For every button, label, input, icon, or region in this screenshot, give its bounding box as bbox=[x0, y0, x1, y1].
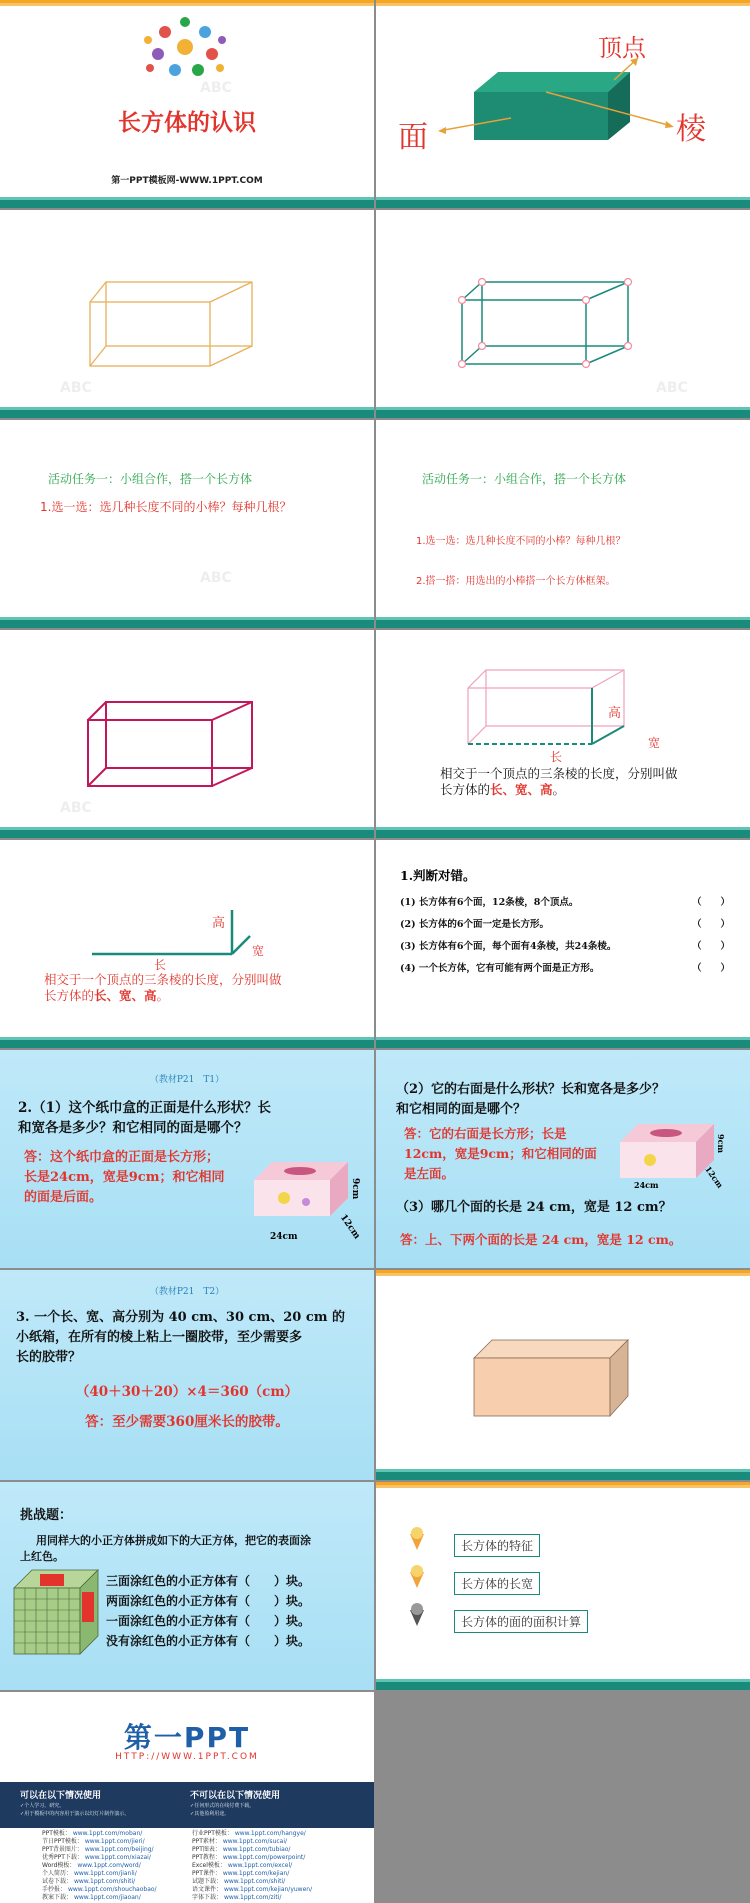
calculation: （40＋30＋20）×4＝360（cm） bbox=[75, 1384, 299, 1400]
quiz-item bbox=[400, 916, 730, 938]
links-right bbox=[192, 1830, 362, 1902]
link-row[interactable]: Excel模板： www.1ppt.com/excel/ bbox=[192, 1862, 293, 1869]
bottom-bar bbox=[376, 830, 750, 838]
question-line2: 和宽各是多少？和它相同的面是哪个？ bbox=[18, 1120, 248, 1136]
menu-item-area[interactable]: 长方体的面的面积计算 bbox=[454, 1610, 588, 1633]
slide-activity-2[interactable] bbox=[376, 420, 750, 628]
definition-highlight: 长、宽、高 bbox=[490, 782, 553, 797]
ice-cream-icon bbox=[406, 1602, 428, 1628]
menu-item-length-width[interactable]: 长方体的长宽 bbox=[454, 1572, 540, 1595]
challenge-item: 一面涂红色的小正方体有（ ）块。 bbox=[106, 1614, 311, 1628]
definition-suffix: 。 bbox=[156, 988, 170, 1003]
links-left bbox=[42, 1830, 192, 1902]
length-label: 长 bbox=[154, 958, 167, 972]
activity-task: 活动任务一：小组合作，搭一个长方体 bbox=[422, 472, 627, 486]
link-row[interactable]: 节日PPT模板： www.1ppt.com/jieri/ bbox=[42, 1838, 145, 1845]
question-line2: 和它相同的面是哪个？ bbox=[396, 1102, 527, 1117]
slide-length-width-height[interactable] bbox=[376, 630, 750, 838]
quiz-item bbox=[400, 960, 730, 982]
quiz-title: 1.判断对错。 bbox=[400, 868, 476, 883]
brand-url[interactable]: HTTP://WWW.1PPT.COM bbox=[115, 1752, 259, 1762]
cannot-use-line2: ✓其他盈利用途。 bbox=[190, 1811, 230, 1817]
slide-true-false[interactable] bbox=[376, 840, 750, 1048]
answer: 答：至少需要360厘米长的胶带。 bbox=[85, 1414, 289, 1430]
challenge-title: 挑战题： bbox=[20, 1508, 73, 1523]
ice-cream-icon bbox=[406, 1564, 428, 1590]
definition-prefix: 长方体的 bbox=[44, 988, 95, 1003]
height-9cm-label: 9cm bbox=[716, 1134, 726, 1153]
definition-line1: 相交于一个顶点的三条棱的长度，分别叫做 bbox=[440, 766, 678, 781]
activity-step2: 2.搭一搭：用选出的小棒搭一个长方体框架。 bbox=[416, 576, 616, 587]
link-row[interactable]: 教案下载： www.1ppt.com/jiaoan/ bbox=[42, 1894, 141, 1901]
bottom-bar bbox=[376, 410, 750, 418]
definition-line2 bbox=[44, 986, 169, 1004]
watermark: ABC bbox=[200, 80, 232, 96]
edge-label: 棱 bbox=[676, 112, 706, 147]
link-row[interactable]: Word模板： www.1ppt.com/word/ bbox=[42, 1862, 141, 1869]
cuboid-wireframe bbox=[0, 210, 374, 410]
length-24cm-label: 24cm bbox=[270, 1232, 298, 1242]
definition-suffix: 。 bbox=[552, 782, 566, 797]
slide-challenge[interactable] bbox=[0, 1482, 374, 1690]
brand-logo: 第一PPT bbox=[123, 1721, 251, 1754]
width-label: 宽 bbox=[252, 944, 265, 958]
slide-subtitle: 第一PPT模板网-WWW.1PPT.COM bbox=[111, 176, 263, 186]
bottom-bar bbox=[376, 1040, 750, 1048]
link-row[interactable]: PPT模板： www.1ppt.com/moban/ bbox=[42, 1830, 143, 1837]
watermark: ABC bbox=[656, 380, 688, 396]
definition-highlight: 长、宽、高 bbox=[94, 988, 157, 1003]
can-use-title: 可以在以下情况使用 bbox=[20, 1791, 102, 1801]
bottom-bar bbox=[376, 200, 750, 208]
length-24cm-label: 24cm bbox=[634, 1180, 659, 1190]
watermark: ABC bbox=[200, 570, 232, 586]
bottom-bar bbox=[376, 1472, 750, 1480]
activity-task: 活动任务一：小组合作，搭一个长方体 bbox=[48, 472, 253, 486]
cuboid-wireframe-with-vertices bbox=[376, 210, 750, 410]
link-row[interactable]: 试卷下载： www.1ppt.com/shiti/ bbox=[42, 1878, 136, 1885]
question-line3: （3）哪几个面的长是 24 cm，宽是 12 cm？ bbox=[396, 1200, 672, 1215]
question-line1: 2.（1）这个纸巾盒的正面是什么形状？长 bbox=[18, 1100, 271, 1116]
slide-summary-menu[interactable] bbox=[376, 1482, 750, 1690]
height-label: 高 bbox=[212, 916, 226, 931]
question-line1: 3. 一个长、宽、高分别为 40 cm、30 cm、20 cm 的 bbox=[16, 1310, 346, 1325]
slide-tissue-box-2[interactable] bbox=[376, 1050, 750, 1268]
activity-step1: 1.选一选：选几种长度不同的小棒？每种几根？ bbox=[416, 536, 626, 547]
bottom-bar bbox=[0, 830, 374, 838]
slide-top-bar bbox=[0, 0, 374, 6]
answer-line1: 答：这个纸巾盒的正面是长方形； bbox=[24, 1150, 220, 1165]
slide-tape-problem[interactable] bbox=[0, 1270, 374, 1480]
answer-line1: 答：它的右面是长方形；长是 bbox=[404, 1126, 567, 1141]
vertex-label: 顶点 bbox=[598, 34, 646, 62]
usage-panel bbox=[0, 1782, 374, 1828]
cannot-use-title: 不可以在以下情况使用 bbox=[190, 1791, 281, 1801]
width-12cm-label: 12cm bbox=[703, 1164, 726, 1190]
question-line3: 长的胶带？ bbox=[16, 1350, 82, 1365]
slide-lwh-corner[interactable] bbox=[0, 840, 374, 1048]
link-row[interactable]: PPT课件： www.1ppt.com/kejian/ bbox=[192, 1870, 290, 1877]
slide-wire-frame-red[interactable] bbox=[0, 630, 374, 838]
slide-activity-1[interactable] bbox=[0, 420, 374, 628]
cuboid-wireframe-red bbox=[0, 630, 374, 830]
height-label: 高 bbox=[608, 706, 622, 721]
corner-edges-diagram bbox=[0, 840, 374, 1040]
answer-line2: 长是24cm，宽是9cm；和它相同 bbox=[24, 1170, 225, 1185]
challenge-item: 两面涂红色的小正方体有（ ）块。 bbox=[106, 1594, 311, 1608]
watermark: ABC bbox=[60, 380, 92, 396]
bottom-bar bbox=[0, 200, 374, 208]
link-row[interactable]: 字体下载： www.1ppt.com/ziti/ bbox=[192, 1894, 282, 1901]
cuboid-dimension-diagram bbox=[376, 630, 750, 830]
watermark: ABC bbox=[60, 800, 92, 816]
tissue-box-image bbox=[610, 1112, 720, 1192]
slide-cuboid-parts[interactable] bbox=[376, 0, 750, 208]
answer-line2: 12cm，宽是9cm；和它相同的面 bbox=[404, 1146, 597, 1161]
slide-tissue-box-1[interactable] bbox=[0, 1050, 374, 1268]
link-row[interactable]: 行业PPT模板： www.1ppt.com/hangye/ bbox=[192, 1830, 306, 1837]
painted-cube-image bbox=[10, 1564, 102, 1660]
length-label: 长 bbox=[550, 750, 563, 764]
slide-credits[interactable] bbox=[0, 1692, 374, 1903]
link-row[interactable]: PPT图表： www.1ppt.com/tubiao/ bbox=[192, 1846, 291, 1853]
bottom-bar bbox=[0, 1040, 374, 1048]
width-12cm-label: 12cm bbox=[337, 1212, 362, 1242]
width-label: 宽 bbox=[648, 736, 661, 750]
challenge-item: 三面涂红色的小正方体有（ ）块。 bbox=[106, 1574, 311, 1588]
slide-title[interactable] bbox=[0, 0, 374, 208]
definition-prefix: 长方体的 bbox=[440, 782, 491, 797]
link-row[interactable]: PPT教程： www.1ppt.com/powerpoint/ bbox=[192, 1854, 306, 1861]
height-9cm-label: 9cm bbox=[350, 1178, 360, 1200]
quiz-answer-blank[interactable]: （ ） bbox=[691, 897, 730, 908]
quiz-item-text: (1) 长方体有6个面，12条棱，8个顶点。 bbox=[400, 897, 579, 908]
slide-wire-frame-orange[interactable] bbox=[0, 210, 374, 418]
answer-line3: 的面是后面。 bbox=[24, 1190, 103, 1205]
slide-wire-frame-vertices[interactable] bbox=[376, 210, 750, 418]
link-row[interactable]: 个人简历： www.1ppt.com/jianli/ bbox=[42, 1870, 137, 1877]
answer-line4: 答：上、下两个面的长是 24 cm，宽是 12 cm。 bbox=[400, 1232, 682, 1247]
slide-solid-cuboid[interactable] bbox=[376, 1270, 750, 1480]
quiz-answer-blank[interactable]: （ ） bbox=[691, 941, 730, 952]
link-row[interactable]: 语文课件： www.1ppt.com/kejian/yuwen/ bbox=[192, 1886, 313, 1893]
cuboid-parts-diagram bbox=[376, 0, 750, 200]
question-line1: （2）它的右面是什么形状？长和宽各是多少？ bbox=[396, 1082, 666, 1097]
quiz-item-text: (4) 一个长方体，它有可能有两个面是正方形。 bbox=[400, 963, 600, 974]
challenge-para1: 用同样大的小正方体拼成如下的大正方体，把它的表面涂 bbox=[36, 1534, 311, 1547]
activity-step1: 1.选一选：选几种长度不同的小棒？每种几根？ bbox=[40, 500, 292, 514]
slide-title-text: 长方体的认识 bbox=[118, 110, 256, 136]
can-use-line1: ✓个人学习、研究。 bbox=[20, 1803, 65, 1809]
quiz-answer-blank[interactable]: （ ） bbox=[691, 963, 730, 974]
answer-line3: 是左面。 bbox=[404, 1166, 455, 1181]
ice-cream-icon bbox=[406, 1526, 428, 1552]
bottom-bar bbox=[376, 1682, 750, 1690]
quiz-item bbox=[400, 894, 730, 916]
textbook-ref: （教材P21 T2） bbox=[149, 1287, 225, 1297]
can-use-line2: ✓用于模板中的内容用于演示以幻灯片制作演示。 bbox=[20, 1811, 130, 1817]
quiz-item bbox=[400, 938, 730, 960]
link-row[interactable]: 试题下载： www.1ppt.com/shiti/ bbox=[192, 1878, 286, 1885]
link-row[interactable]: 优秀PPT下载： www.1ppt.com/xiazai/ bbox=[42, 1854, 151, 1861]
slide-top-bar bbox=[376, 1482, 750, 1488]
science-icons-graphic bbox=[140, 12, 230, 82]
bottom-bar bbox=[376, 620, 750, 628]
cannot-use-line1: ✓任何形式的在线付费下载。 bbox=[190, 1803, 255, 1809]
quiz-list bbox=[400, 894, 730, 982]
quiz-item-text: (2) 长方体的6个面一定是长方形。 bbox=[400, 919, 550, 930]
challenge-para2: 上红色。 bbox=[20, 1550, 64, 1563]
menu-item-features[interactable]: 长方体的特征 bbox=[454, 1534, 540, 1557]
link-row[interactable]: PPT素材： www.1ppt.com/sucai/ bbox=[192, 1838, 288, 1845]
quiz-item-text: (3) 长方体有6个面，每个面有4条棱，共24条棱。 bbox=[400, 941, 617, 952]
bottom-bar bbox=[0, 410, 374, 418]
bottom-bar bbox=[0, 620, 374, 628]
challenge-item: 没有涂红色的小正方体有（ ）块。 bbox=[106, 1634, 311, 1648]
face-label: 面 bbox=[398, 120, 428, 155]
solid-cuboid-image bbox=[376, 1270, 750, 1470]
definition-line1: 相交于一个顶点的三条棱的长度，分别叫做 bbox=[44, 972, 282, 987]
definition-line2 bbox=[440, 780, 565, 798]
link-row[interactable]: 手抄报： www.1ppt.com/shouchaobao/ bbox=[42, 1886, 157, 1893]
link-row[interactable]: PPT背景图片： www.1ppt.com/beijing/ bbox=[42, 1846, 154, 1853]
quiz-answer-blank[interactable]: （ ） bbox=[691, 919, 730, 930]
question-line2: 小纸箱，在所有的棱上粘上一圈胶带，至少需要多 bbox=[16, 1330, 303, 1345]
textbook-ref: （教材P21 T1） bbox=[149, 1075, 225, 1085]
